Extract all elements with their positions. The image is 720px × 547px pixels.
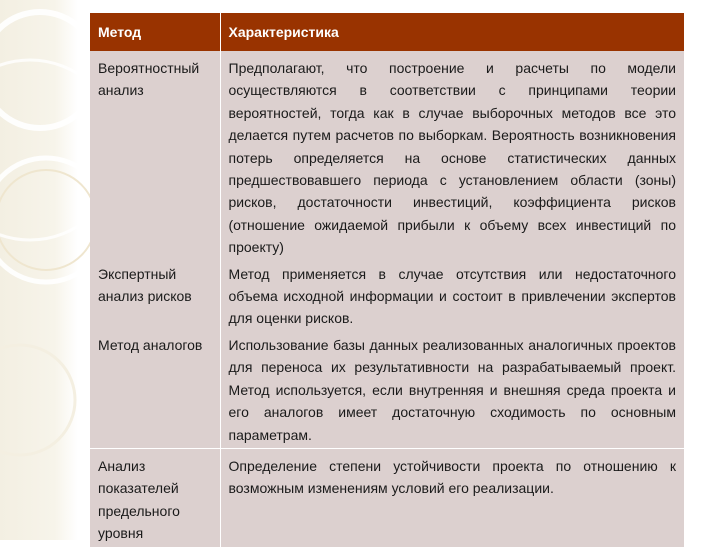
description-cell: Определение степени устойчивости проекта по отношению к возможным изменениям условий его реализации. bbox=[220, 448, 684, 546]
table-header-row bbox=[90, 13, 684, 51]
table-row bbox=[90, 261, 684, 332]
method-cell: Метод аналогов bbox=[90, 332, 220, 449]
description-cell: Использование базы данных реализованных аналогичных проектов для переноса их результативности на разрабатываемый проект. Метод используется, если внутренняя и внешняя среда проекта и его аналогов имеет достаточную сходимость по основным параметрам. bbox=[220, 332, 684, 449]
method-cell: Экспертный анализ рисков bbox=[90, 261, 220, 332]
table-row bbox=[90, 51, 684, 261]
header-method: Метод bbox=[90, 13, 220, 51]
header-characteristic: Характеристика bbox=[220, 13, 684, 51]
method-cell: Анализ показателей предельного уровня bbox=[90, 448, 220, 546]
table-row bbox=[90, 332, 684, 449]
decorative-circles bbox=[0, 0, 90, 540]
risk-methods-table bbox=[90, 13, 685, 547]
table-row bbox=[90, 448, 684, 546]
method-cell: Вероятностный анализ bbox=[90, 51, 220, 261]
description-cell: Метод применяется в случае отсутствия или недостаточного объема исходной информации и состоит в привлечении экспертов для оценки рисков. bbox=[220, 261, 684, 332]
description-cell: Предполагают, что построение и расчеты по модели осуществляются в соответствии с принципами теории вероятностей, тогда как в случае выборочных методов все это делается путем расчетов по выборкам. Вероятность возникновения потерь определяется на основе статистических данных предшествовавшего периода с установлением области (зоны) рисков, достаточности инвестиций, коэффициента рисков (отношение ожидаемой прибыли к объему всех инвестиций по проекту) bbox=[220, 51, 684, 261]
